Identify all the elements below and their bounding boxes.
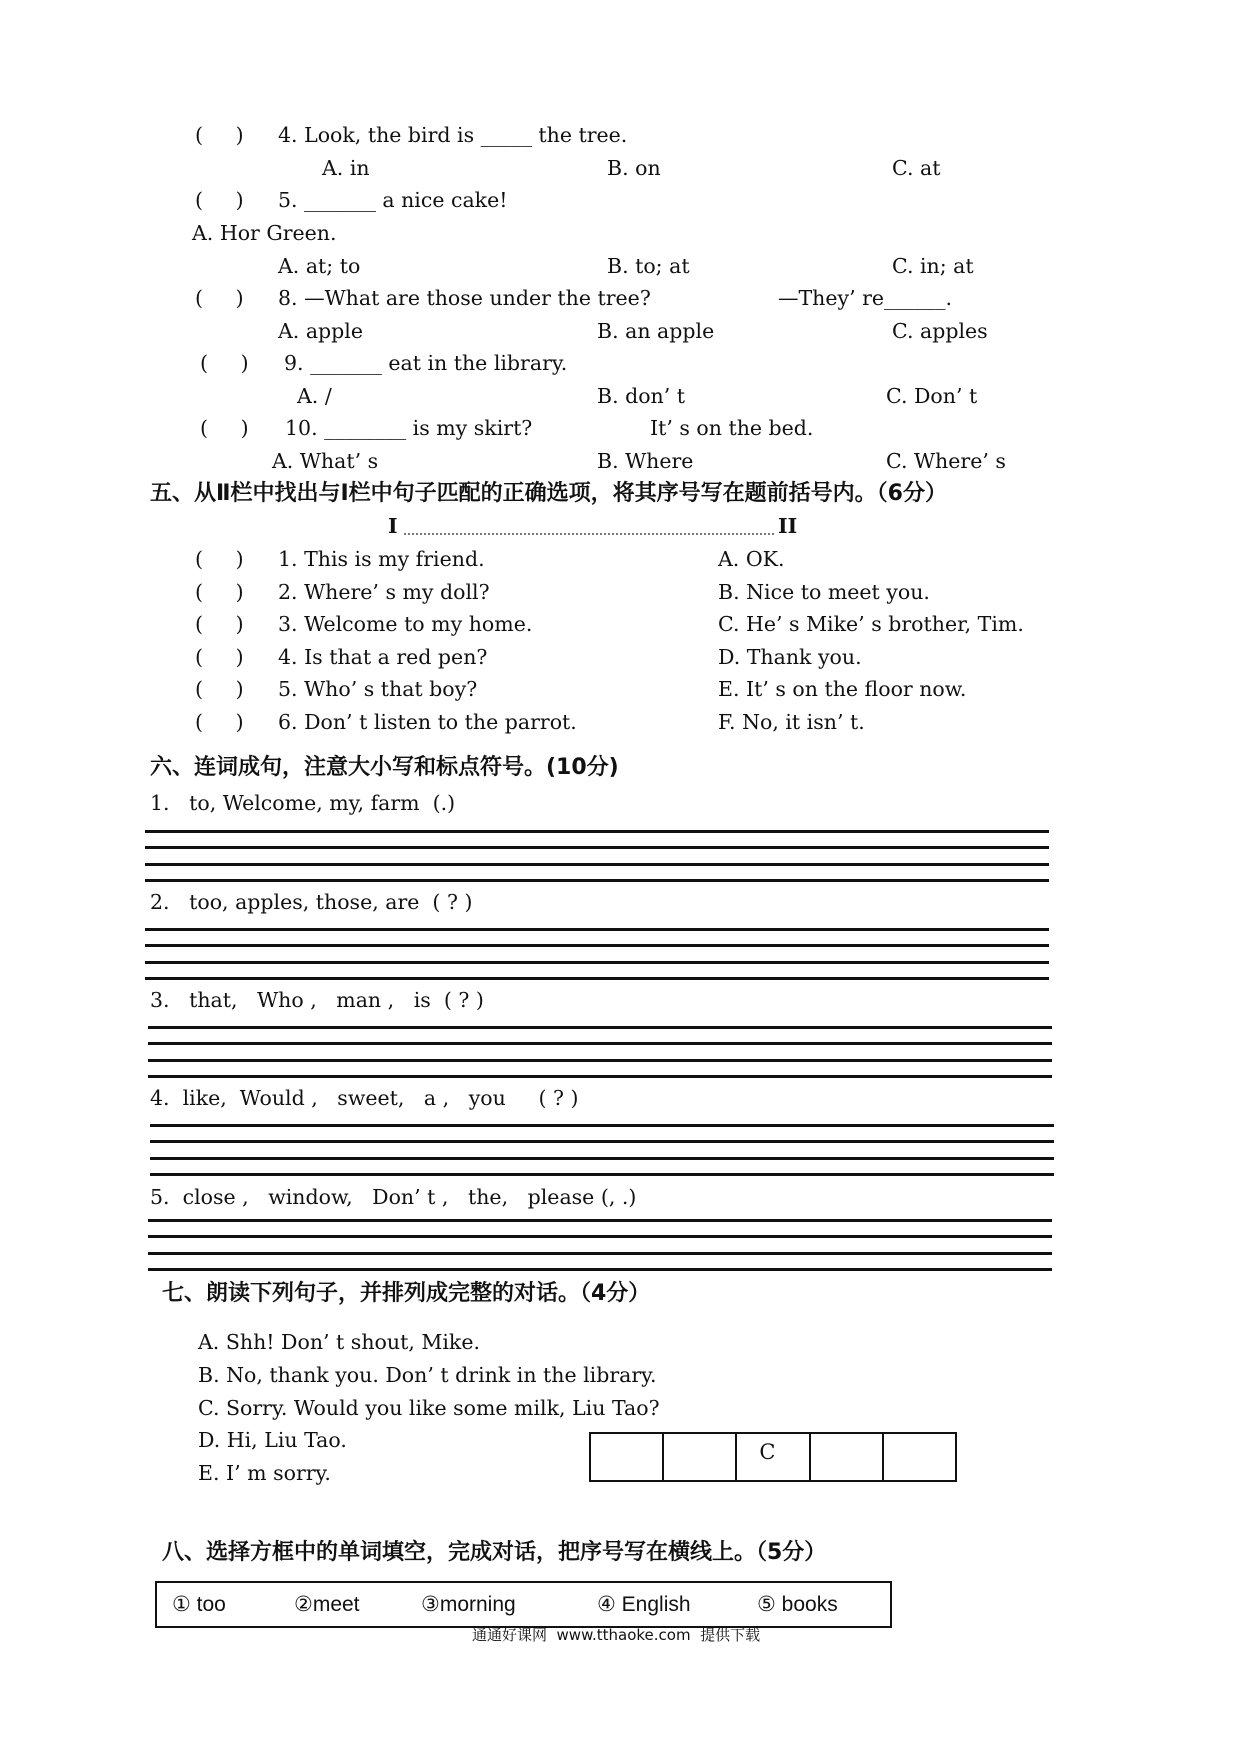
answer-paren: ( ) [195,123,244,147]
word-bank-item: ③morning [421,1593,516,1616]
writing-line [145,863,1049,866]
q10-option-b: B. Where [597,449,694,473]
match-right-item: C. He’ s Mike’ s brother, Tim. [718,612,1024,636]
dialogue-sentence: A. Shh! Don’ t shout, Mike. [198,1330,480,1354]
match-right-item: D. Thank you. [718,645,862,669]
column-divider-dots [404,533,774,535]
page-footer: 通通好课网 www.tthaoke.com 提供下载 [472,1626,761,1644]
order-answer-box [589,1432,957,1482]
writing-line [148,1059,1052,1062]
answer-paren: ( ) [200,416,249,440]
word-bank-item: ②meet [294,1593,360,1616]
match-right-item: A. OK. [718,547,785,571]
reorder-item: 5. close , window, Don’ t , the, please (, .) [150,1185,637,1209]
q5-option-a: A. at; to [278,254,361,278]
question-4-stem: 4. Look, the bird is _____ the tree. [278,123,628,147]
section-8-heading: 八、选择方框中的单词填空，完成对话，把序号写在横线上。（5分） [162,1540,827,1565]
answer-paren: ( ) [200,351,249,375]
match-left-item: 2. Where’ s my doll? [278,580,490,604]
column-1-label: I [388,514,398,538]
writing-line [145,928,1049,931]
writing-line [148,1268,1052,1271]
order-answer-cell[interactable] [737,1434,810,1480]
q5-option-c: C. in; at [892,254,974,278]
question-9-stem: 9. _______ eat in the library. [284,351,568,375]
answer-paren: ( ) [195,645,244,669]
match-right-item: E. It’ s on the floor now. [718,677,967,701]
match-left-item: 5. Who’ s that boy? [278,677,478,701]
answer-paren: ( ) [195,286,244,310]
match-left-item: 6. Don’ t listen to the parrot. [278,710,577,734]
answer-paren: ( ) [195,677,244,701]
question-8-stem: 8. —What are those under the tree? [278,286,651,310]
reorder-item: 1. to, Welcome, my, farm (.) [150,791,456,815]
answer-paren: ( ) [195,188,244,212]
writing-line [150,1157,1054,1160]
word-bank-item: ⑤ books [757,1593,838,1616]
q9-option-b: B. don’ t [597,384,686,408]
section-7-heading: 七、朗读下列句子，并排列成完整的对话。（4分） [162,1281,651,1306]
writing-line [150,1124,1054,1127]
dialogue-sentence: E. I’ m sorry. [198,1461,331,1485]
writing-line [145,830,1049,833]
column-2-label: II [778,514,798,538]
question-5-line2: A. Hor Green. [192,221,337,245]
q9-option-a: A. / [297,384,332,408]
word-bank-item: ① too [172,1593,226,1616]
question-10-reply: It’ s on the bed. [650,416,814,440]
writing-line [148,1252,1052,1255]
match-left-item: 4. Is that a red pen? [278,645,488,669]
question-10-stem: 10. ________ is my skirt? [285,416,533,440]
reorder-item: 3. that, Who , man , is ( ? ) [150,988,484,1012]
dialogue-sentence: C. Sorry. Would you like some milk, Liu Tao? [198,1396,660,1420]
writing-line [145,977,1049,980]
answer-paren: ( ) [195,710,244,734]
writing-line [145,961,1049,964]
order-answer-cell[interactable] [664,1434,737,1480]
dialogue-sentence: B. No, thank you. Don’ t drink in the library. [198,1363,657,1387]
dialogue-sentence: D. Hi, Liu Tao. [198,1428,347,1452]
q4-option-c: C. at [892,156,941,180]
order-answer-cell[interactable] [884,1434,955,1480]
writing-line [150,1140,1054,1143]
writing-line [148,1042,1052,1045]
writing-line [145,846,1049,849]
q10-option-c: C. Where’ s [886,449,1006,473]
writing-line [148,1219,1052,1222]
q8-option-c: C. apples [892,319,988,343]
writing-line [145,879,1049,882]
writing-line [148,1026,1052,1029]
match-left-item: 1. This is my friend. [278,547,485,571]
section-6-heading: 六、连词成句，注意大小写和标点符号。(10分) [150,755,619,780]
q8-option-b: B. an apple [597,319,715,343]
section-5-heading: 五、从Ⅱ栏中找出与Ⅰ栏中句子匹配的正确选项，将其序号写在题前括号内。（6分） [150,481,947,506]
answer-paren: ( ) [195,580,244,604]
writing-line [145,944,1049,947]
writing-line [150,1173,1054,1176]
answer-paren: ( ) [195,547,244,571]
answer-paren: ( ) [195,612,244,636]
writing-line [148,1235,1052,1238]
q9-option-c: C. Don’ t [886,384,978,408]
order-answer-value: C [759,1440,776,1464]
match-right-item: F. No, it isn’ t. [718,710,865,734]
question-5-stem: 5. _______ a nice cake! [278,188,508,212]
q8-option-a: A. apple [278,319,363,343]
order-answer-cell[interactable] [591,1434,664,1480]
question-8-reply: —They’ re______. [778,286,953,310]
word-bank-item: ④ English [597,1593,691,1616]
q10-option-a: A. What’ s [272,449,379,473]
reorder-item: 2. too, apples, those, are ( ? ) [150,890,473,914]
match-right-item: B. Nice to meet you. [718,580,930,604]
q4-option-a: A. in [322,156,370,180]
order-answer-cell[interactable] [811,1434,884,1480]
writing-line [148,1075,1052,1078]
q5-option-b: B. to; at [607,254,690,278]
reorder-item: 4. like, Would , sweet, a , you ( ? ) [150,1086,579,1110]
q4-option-b: B. on [607,156,661,180]
match-left-item: 3. Welcome to my home. [278,612,533,636]
